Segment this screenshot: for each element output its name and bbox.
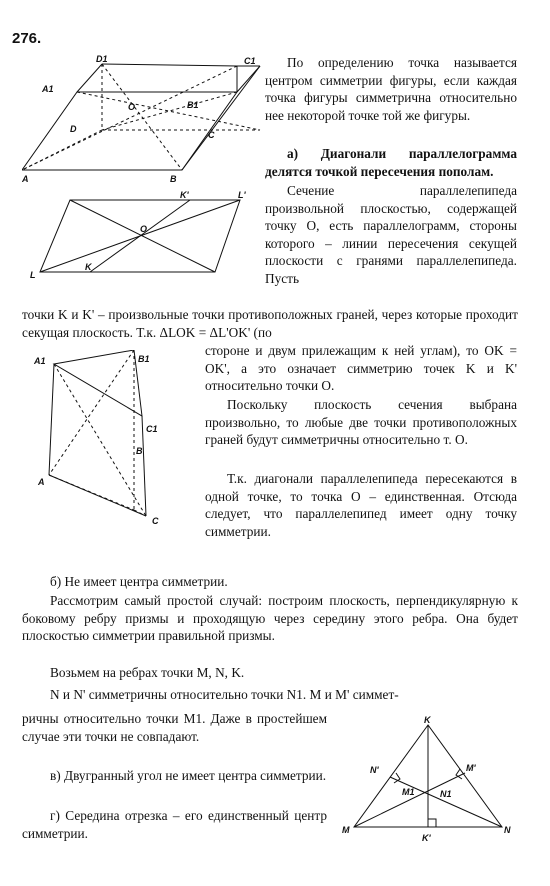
label-k-prime: K' <box>422 833 431 843</box>
label-m-prime: M' <box>466 763 476 773</box>
not-coincide-paragraph: ричны относительно точки M1. Даже в простейшем случае эти точки не совпадают. <box>22 711 327 744</box>
label-o: O <box>128 102 136 112</box>
label-m1: M1 <box>402 787 415 797</box>
part-b-paragraph: б) Не имеет центра симметрии. <box>50 574 228 589</box>
parallelepiped-figure <box>22 52 262 187</box>
problem-number: 276. <box>12 30 42 47</box>
label-k: K <box>85 262 92 272</box>
label-k: K <box>424 715 431 725</box>
arbitrary-plane-paragraph: Поскольку плоскость сечения выбрана произвольно, то любые две точки противоположных граней будут симметричны относительно т. O. <box>205 397 517 448</box>
label-c: C <box>152 516 159 526</box>
label-b1: B1 <box>187 100 199 110</box>
label-b: B <box>170 174 177 184</box>
points-paragraph: точки K и K' – произвольные точки противоположных граней, через которые проходит секущая плоскость. Т.к. ΔLOK = ΔL'OK' (по <box>22 307 518 340</box>
label-b1: B1 <box>138 354 150 364</box>
label-a1: A1 <box>34 356 46 366</box>
part-a-paragraph: а) Диагонали параллелограмма делятся точкой пересечения пополам. <box>265 146 517 179</box>
label-b: B <box>136 446 143 456</box>
label-d: D <box>70 124 77 134</box>
label-n1: N1 <box>440 789 452 799</box>
label-a: A <box>38 477 45 487</box>
prism-figure <box>34 350 164 530</box>
diagonals-paragraph: Т.к. диагонали параллелепипеда пересекаются в одной точке, то точка O – единственная. Отсюда следует, что параллелепипед имеет одну точку симметрии. <box>205 471 517 539</box>
label-a1: A1 <box>42 84 54 94</box>
label-c1: C1 <box>146 424 158 434</box>
label-n: N <box>504 825 511 835</box>
label-d1: D1 <box>96 54 108 64</box>
part-g-paragraph: г) Середина отрезка – его единственный центр симметрии. <box>22 808 327 841</box>
label-a: A <box>22 174 29 184</box>
label-k-prime: K' <box>180 190 189 200</box>
equality-paragraph: стороне и двум прилежащим к ней углам), то OK = OK', а это означает симметрию точек K и K' относительно точки O. <box>205 343 517 394</box>
label-m: M <box>342 825 350 835</box>
section-parallelogram-figure <box>30 190 255 280</box>
definition-paragraph: По определению точка называется центром симметрии фигуры, если каждая точка фигуры симметрична относительно нее некоторой точке той же фигуры. <box>265 55 517 123</box>
simplest-case-paragraph: Рассмотрим самый простой случай: построим плоскость, перпендикулярную к боковому ребру призмы и проходящую через середину этого ребра. Она будет плоскостью симметрии правильной призмы. <box>22 593 518 644</box>
label-n-prime: N' <box>370 765 379 775</box>
symmetric-points-line: N и N' симметричны относительно точки N1. M и M' симмет- <box>50 687 399 702</box>
triangle-figure <box>340 715 518 845</box>
part-v-paragraph: в) Двугранный угол не имеет центра симметрии. <box>50 768 327 783</box>
label-l: L <box>30 270 36 280</box>
points-mnk-paragraph: Возьмем на ребрах точки M, N, K. <box>50 665 245 680</box>
label-c: C <box>208 130 215 140</box>
section-paragraph: Сечение параллелепипеда произвольной плоскостью, содержащей точку O, есть параллелограмм, стороны которого – линии пересечения секущей плоскости с гранями параллелепипеда. Пусть <box>265 183 517 286</box>
label-l-prime: L' <box>238 190 246 200</box>
label-o: O <box>140 224 148 234</box>
label-c1: C1 <box>244 56 256 66</box>
